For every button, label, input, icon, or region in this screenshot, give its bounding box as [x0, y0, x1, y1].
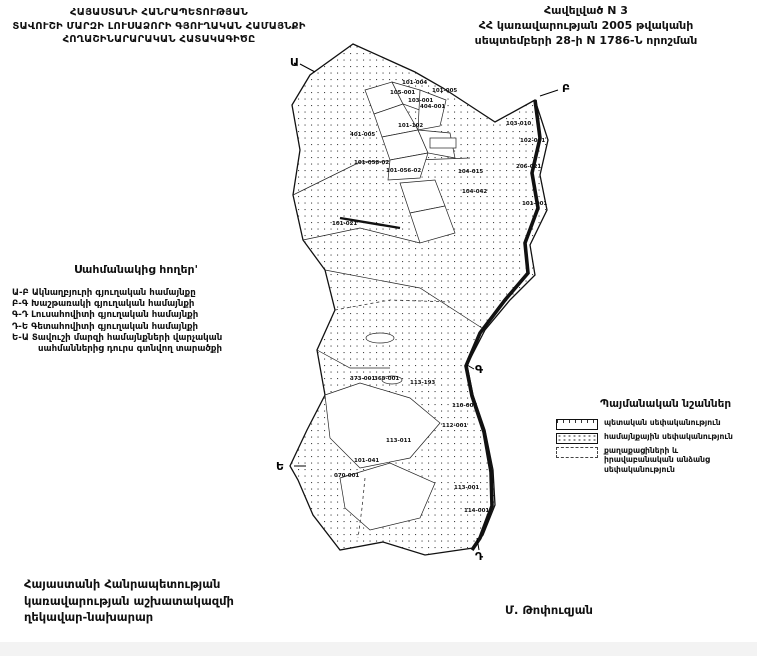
- document-title: [6, 6, 312, 47]
- title-line-3: ՀՈՂԱՇԻՆԱՐԱՐԱԿԱՆ ՀԱՏԱԿԱԳԻԾԸ: [62, 34, 256, 45]
- adjacent-lands-legend: [12, 263, 260, 355]
- parcel-label: 101-056-02: [386, 168, 422, 174]
- parcel-label: 101-005: [432, 88, 458, 94]
- adjacent-item-gd: Գ-Դ Լուսահովիտի գյուղական համայնքի: [12, 310, 199, 321]
- boundary-letter: Դ: [475, 550, 484, 563]
- community-ownership-swatch: [556, 433, 598, 444]
- parcel-label: 110-007: [452, 403, 478, 409]
- title-line-2: ՏԱՎՈՒՇԻ ՄԱՐԶԻ ԼՈՒՍԱՁՈՐԻ ԳՅՈՒՂԱԿԱՆ ՀԱՄԱՅՆՔԻ: [12, 20, 306, 32]
- parcel-label: 103-010: [506, 121, 532, 127]
- private-ownership-swatch: [556, 447, 598, 458]
- parcel-label: 101-021: [332, 221, 358, 227]
- annex-line-2: ՀՀ կառավարության 2005 թվականի: [478, 18, 694, 32]
- legend-row-state: [556, 418, 754, 430]
- scan-edge-artifact: [0, 642, 757, 656]
- adjacent-item-ea-cont: սահմաններից դուրս գտնվող տարածքի: [38, 343, 222, 354]
- state-ownership-swatch: [556, 419, 598, 430]
- parcel-label: 113-193: [410, 380, 436, 386]
- parcel-label: 206-021: [516, 164, 542, 170]
- parcel-label: 365-001: [374, 376, 400, 382]
- parcel-label: 404-001: [420, 104, 446, 110]
- parcel-label: 104-015: [458, 169, 484, 175]
- title-line-1: ՀԱՅԱՍՏԱՆԻ ՀԱՆՐԱՊԵՏՈՒԹՅԱՆ: [70, 7, 248, 18]
- legend-row-community: [556, 432, 754, 444]
- signature-line-2: կառավարության աշխատակազմի: [24, 593, 234, 608]
- cadastral-map: [270, 38, 585, 568]
- parcel-label: 101-001: [522, 201, 548, 207]
- signature-line-3: ղեկավար-նախարար: [24, 610, 154, 625]
- boundary-letter: Բ: [562, 82, 571, 95]
- adjacent-item-ea: Ե-Ա Տավուշի մարզի համայնքների վարչական: [12, 332, 223, 343]
- boundary-letter: Ե: [276, 460, 285, 473]
- parcel-label: 114-001: [464, 508, 490, 514]
- parcel-label: 401-005: [350, 132, 376, 138]
- parcel-label: 103-001: [408, 98, 434, 104]
- symbols-legend-title: Պայմանական նշաններ: [600, 398, 732, 410]
- parcel-label: 101-102: [398, 123, 424, 129]
- legend-row-private: [556, 446, 754, 474]
- parcel-label: 113-001: [454, 485, 480, 491]
- map-drawing: [270, 38, 585, 568]
- community-ownership-label: համայնքային սեփականություն: [604, 432, 733, 441]
- parcel-label: 101-041: [354, 458, 380, 464]
- boundary-letter: Ա: [290, 56, 299, 69]
- boundary-letter: Գ: [475, 363, 484, 376]
- parcel-label: 102-001: [520, 138, 546, 144]
- parcel-label: 070-001: [334, 473, 360, 479]
- parcel-label: 373-001: [350, 376, 376, 382]
- parcel-label: 112-001: [442, 423, 468, 429]
- signature-block: [24, 576, 234, 626]
- adjacent-item-ab: Ա-Բ Ակնաղբյուրի գյուղական համայնքը: [12, 288, 196, 298]
- annex-line-3: սեպտեմբերի 28-ի N 1786-Ն որոշման: [474, 33, 698, 47]
- annex-line-1: Հավելված N 3: [544, 4, 628, 17]
- official-name: Մ. Թոփուզյան: [505, 603, 593, 617]
- parcel-label: 113-011: [386, 438, 412, 444]
- parcel-label: 104-042: [462, 189, 488, 195]
- symbols-legend: [556, 398, 754, 476]
- parcel-label: 101-058-02: [354, 160, 390, 166]
- private-ownership-label: քաղաքացիների և իրավաբանական անձանց սեփականություն: [604, 446, 710, 474]
- adjacent-lands-title: Սահմանակից հողեր': [74, 263, 198, 276]
- parcel-label: 105-001: [390, 90, 416, 96]
- adjacent-item-de: Դ-Ե Գետահովիտի գյուղական համայնքի: [12, 321, 199, 332]
- adjacent-item-bg: Բ-Գ Խաշթառակի գյուղական համայնքի: [12, 299, 195, 310]
- state-ownership-label: պետական սեփականություն: [604, 418, 721, 427]
- parcel-label: 101-004: [402, 80, 428, 86]
- signature-line-1: Հայաստանի Հանրապետության: [24, 577, 221, 591]
